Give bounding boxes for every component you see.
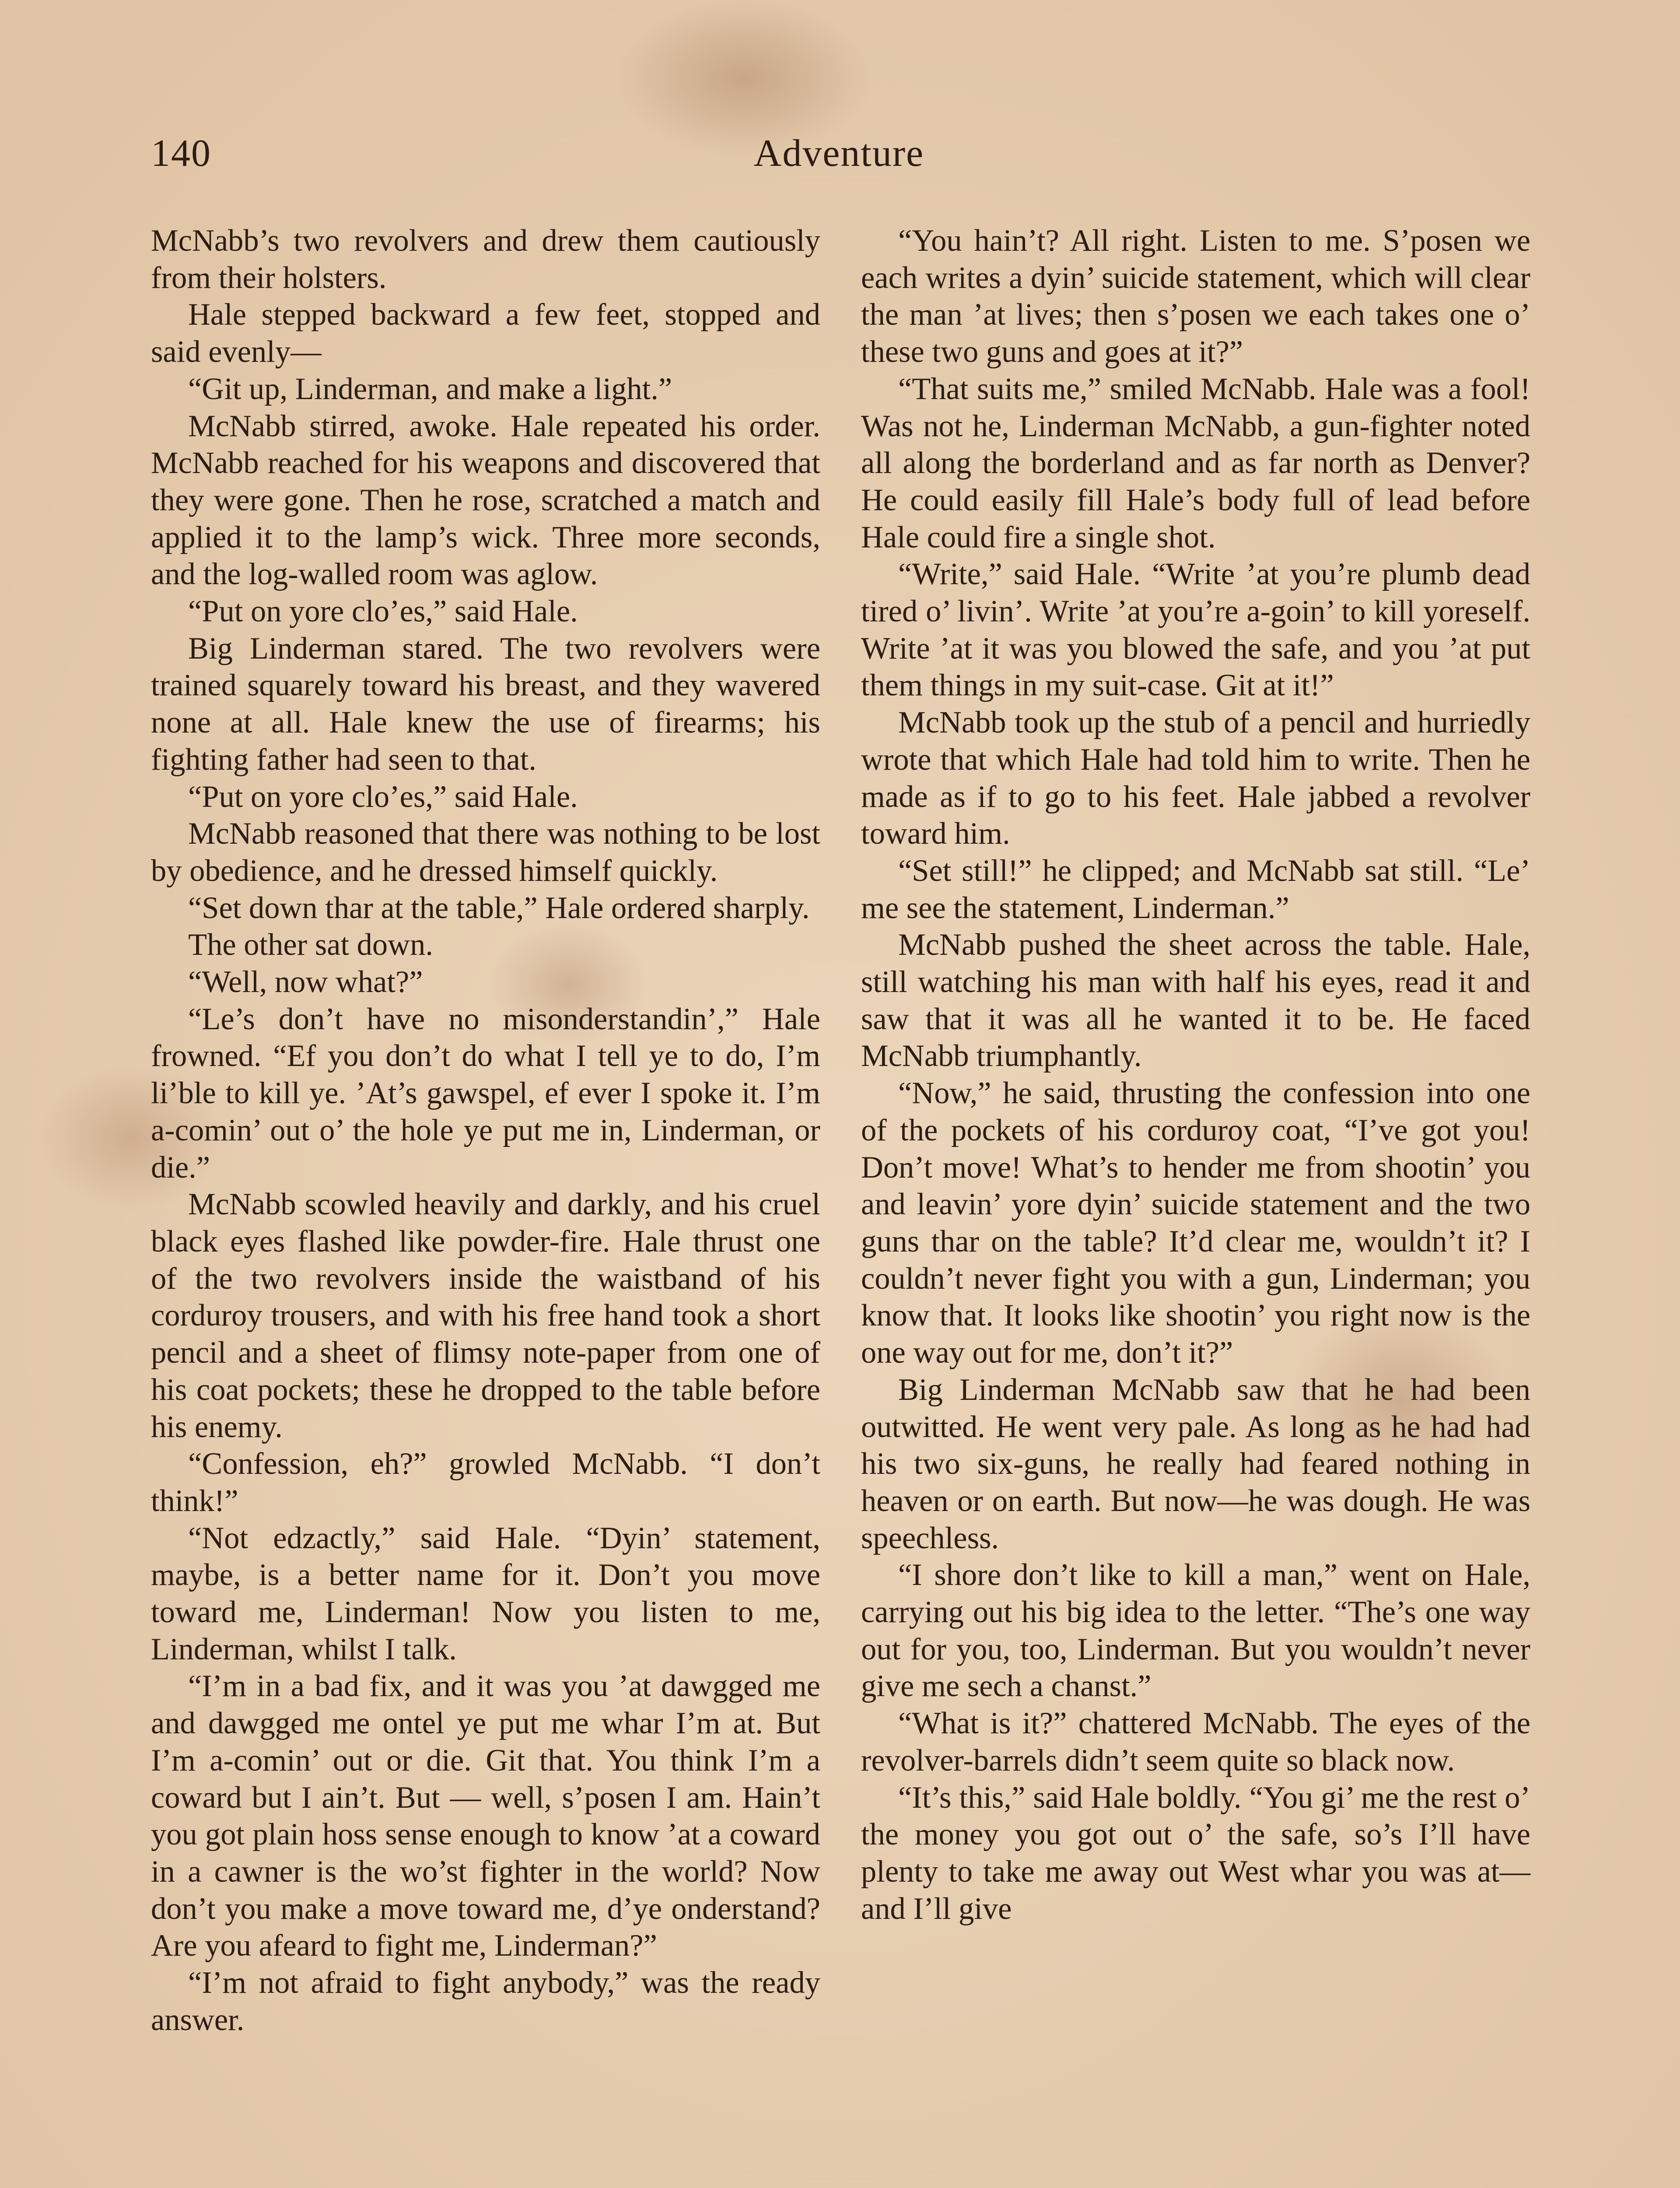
paragraph: McNabb’s two revolvers and drew them cautiously from their holsters. bbox=[151, 224, 820, 295]
left-column bbox=[151, 222, 820, 2038]
paragraph: McNabb scowled heavily and darkly, and his cruel black eyes flashed like powder-fire. Hale thrust one of the two revolvers inside the waistband of his corduroy trousers, and with his free hand took a short pencil and a sheet of flimsy note-paper from one of his coat pockets; these he dropped to the table before his enemy. bbox=[151, 1187, 820, 1444]
paragraph: McNabb reasoned that there was nothing to be lost by obedience, and he dressed himself quickly. bbox=[151, 817, 820, 888]
paragraph: “That suits me,” smiled McNabb. Hale was a fool! Was not he, Linderman McNabb, a gun-fighter noted all along the borderland and as far north as Denver? He could easily fill Hale’s body full of lead before Hale could fire a single shot. bbox=[861, 372, 1530, 554]
paragraph: “Write,” said Hale. “Write ’at you’re plumb dead tired o’ livin’. Write ’at you’re a-goin’ to kill yoreself. Write ’at it was you blowed the safe, and you ’at put them things in my suit-case. Git at it!” bbox=[861, 557, 1530, 703]
paragraph: “Now,” he said, thrusting the confession into one of the pockets of his corduroy coat, “I’ve got you! Don’t move! What’s to hender me from shootin’ you and leavin’ yore dyin’ suicide statement and the two guns thar on the table? It’d clear me, wouldn’t it? I couldn’t never fight you with a gun, Linderman; you know that. It looks like shootin’ you right now is the one way out for me, don’t it?” bbox=[861, 1076, 1530, 1370]
paragraph: McNabb pushed the sheet across the table. Hale, still watching his man with half his eyes, read it and saw that it was all he wanted it to be. He faced McNabb triumphantly. bbox=[861, 928, 1530, 1073]
right-column bbox=[861, 222, 1530, 1927]
paragraph: “Le’s don’t have no misonderstandin’,” Hale frowned. “Ef you don’t do what I tell ye to do, I’m li’ble to kill ye. ’At’s gawspel, ef ever I spoke it. I’m a-comin’ out o’ the hole ye put me in, Linderman, or die.” bbox=[151, 1002, 820, 1185]
paragraph: “What is it?” chattered McNabb. The eyes of the revolver-barrels didn’t seem quite so black now. bbox=[861, 1706, 1530, 1778]
paragraph: “Confession, eh?” growled McNabb. “I don’t think!” bbox=[151, 1447, 820, 1518]
paragraph: The other sat down. bbox=[188, 928, 433, 962]
paragraph: McNabb took up the stub of a pencil and hurriedly wrote that which Hale had told him to write. Then he made as if to go to his feet. Hale jabbed a revolver toward him. bbox=[861, 705, 1530, 851]
magazine-title: Adventure bbox=[753, 132, 924, 175]
paragraph: “Put on yore clo’es,” said Hale. bbox=[188, 594, 578, 629]
paragraph: “I shore don’t like to kill a man,” went on Hale, carrying out his big idea to the letter. “The’s one way out for you, too, Linderman. But you wouldn’t never give me sech a chanst.” bbox=[861, 1558, 1530, 1704]
paragraph: “Set down thar at the table,” Hale ordered sharply. bbox=[188, 891, 810, 925]
page-number: 140 bbox=[151, 132, 211, 175]
paragraph: Big Linderman McNabb saw that he had been outwitted. He went very pale. As long as he had had his two six-guns, he really had feared nothing in heaven or on earth. But now—he was dough. He was speechless. bbox=[861, 1372, 1530, 1555]
page-header bbox=[151, 131, 1527, 184]
paragraph: “I’m not afraid to fight anybody,” was the ready answer. bbox=[151, 1966, 820, 2037]
paragraph: “Put on yore clo’es,” said Hale. bbox=[188, 779, 578, 814]
paragraph: Big Linderman stared. The two revolvers were trained squarely toward his breast, and they wavered none at all. Hale knew the use of firearms; his fighting father had seen to that. bbox=[151, 631, 820, 777]
paragraph: “You hain’t? All right. Listen to me. S’posen we each writes a dyin’ suicide statement, which will clear the man ’at lives; then s’posen we each takes one o’ these two guns and goes at it?” bbox=[861, 224, 1530, 369]
paragraph: “Not edzactly,” said Hale. “Dyin’ statement, maybe, is a better name for it. Don’t you move toward me, Linderman! Now you listen to me, Linderman, whilst I talk. bbox=[151, 1521, 820, 1666]
paragraph: McNabb stirred, awoke. Hale repeated his order. McNabb reached for his weapons and discovered that they were gone. Then he rose, scratched a match and applied it to the lamp’s wick. Three more seconds, and the log-walled room was aglow. bbox=[151, 409, 820, 592]
paragraph: “I’m in a bad fix, and it was you ’at dawgged me and dawgged me ontel ye put me whar I’m at. But I’m a-comin’ out or die. Git that. You think I’m a coward but I ain’t. But — well, s’posen I am. Hain’t you got plain hoss sense enough to know ’at a coward in a cawner is the wo’st fighter in the world? Now don’t you make a move toward me, d’ye onderstand? Are you afeard to fight me, Linderman?” bbox=[151, 1669, 820, 1963]
paragraph: “It’s this,” said Hale boldly. “You gi’ me the rest o’ the money you got out o’ the safe, so’s I’ll have plenty to take me away out West whar you was at—and I’ll give bbox=[861, 1780, 1530, 1926]
paragraph: “Well, now what?” bbox=[188, 965, 423, 999]
paragraph: “Set still!” he clipped; and McNabb sat still. “Le’ me see the statement, Linderman.” bbox=[861, 853, 1530, 925]
paragraph: Hale stepped backward a few feet, stopped and said evenly— bbox=[151, 298, 820, 369]
paragraph: “Git up, Linderman, and make a light.” bbox=[188, 372, 672, 406]
